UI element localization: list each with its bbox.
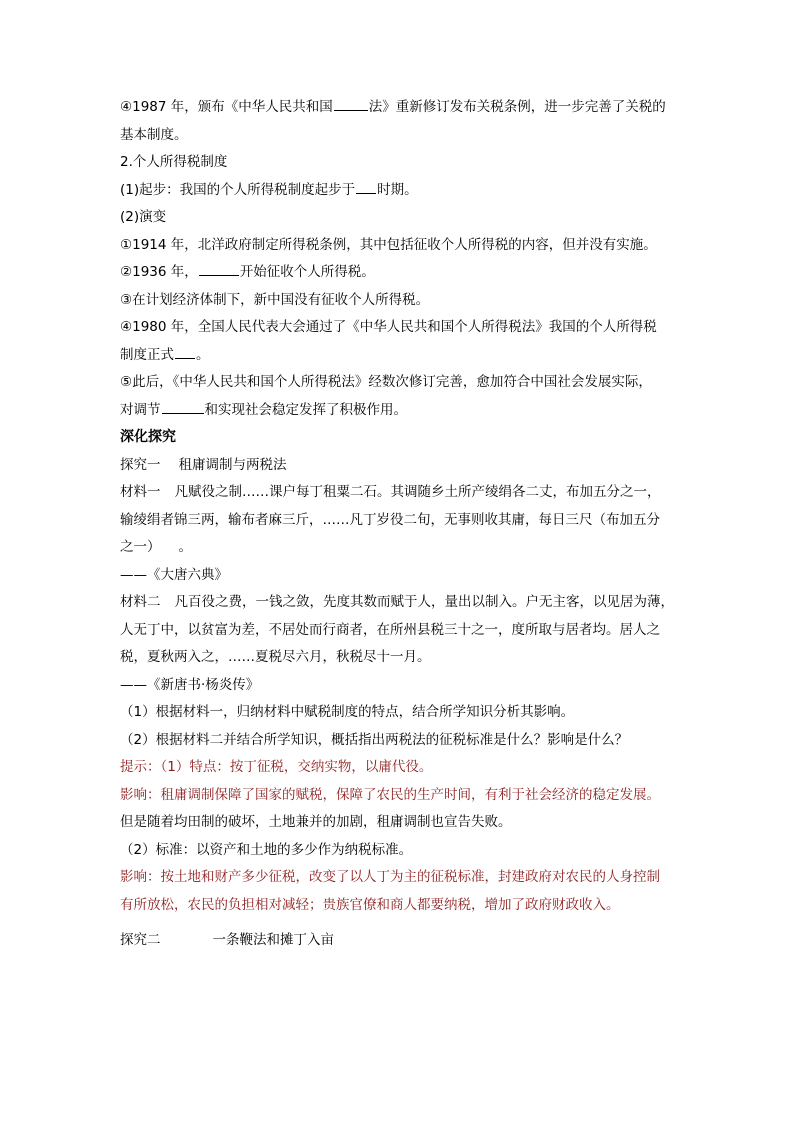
text-line: 制度正式 。 — [120, 346, 210, 363]
document-page — [120, 94, 680, 955]
text-line: ④1987 年，颁布《中华人民共和国 法》重新修订发布关税条例，进一步完善了关税的 — [120, 99, 666, 115]
text-line: ④1980 年，全国人民代表大会通过了《中华人民共和国个人所得税法》我国的个人所得税 — [120, 319, 657, 335]
text-line: 基本制度。 — [120, 126, 188, 143]
answer-text: 影响：租庸调制保障了国家的赋税，保障了农民的生产时间，有利于社会经济的稳定发展。 — [120, 786, 660, 803]
answer-text: 影响：按土地和财产多少征税，改变了以人丁为主的征税标准，封建政府对农民的人身控制 — [120, 869, 660, 885]
text-line: 对调节 和实现社会稳定发挥了积极作用。 — [120, 401, 407, 418]
text-line: ②1936 年， 开始征收个人所得税。 — [120, 264, 375, 280]
source-citation: ——《新唐书·杨炎传》 — [120, 676, 260, 693]
answer-hint: 提示：（1）特点：按丁征税，交纳实物，以庸代役。 — [120, 759, 433, 775]
text-line: （2）标准：以资产和土地的多少作为纳税标准。 — [120, 841, 413, 858]
fill-blank — [175, 345, 195, 359]
text-line: 探究二 一条鞭法和摊丁入亩 — [120, 932, 334, 948]
text-line: 人无丁中，以贫富为差，不居处而行商者，在所州县税三十之一，度所取与居者均。居人之 — [120, 621, 660, 638]
text-line: 材料二 凡百役之费，一钱之敛，先度其数而赋于人，量出以制入。户无主客，以见居为薄， — [120, 594, 674, 610]
fill-blank — [162, 400, 204, 414]
fill-blank — [199, 262, 239, 276]
section-heading: 2.个人所得税制度 — [120, 154, 228, 170]
text-line: 之一） 。 — [120, 539, 192, 555]
section-title: 深化探究 — [120, 429, 176, 445]
text-line: 税，夏秋两入之，……夏税尽六月，秋税尽十一月。 — [120, 649, 431, 665]
answer-text: 有所放松，农民的负担相对减轻；贵族官僚和商人都要纳税，增加了政府财政收入。 — [120, 896, 620, 913]
text-line: (1)起步：我国的个人所得税制度起步于 时期。 — [120, 181, 418, 198]
fill-blank — [356, 180, 376, 194]
text-line: 但是随着均田制的破坏，土地兼并的加剧，租庸调制也宣告失败。 — [120, 814, 512, 830]
question-2: （2）根据材料二并结合所学知识，概括指出两税法的征税标准是什么？影响是什么？ — [120, 731, 629, 748]
question-1: （1）根据材料一，归纳材料中赋税制度的特点，结合所学知识分析其影响。 — [120, 704, 575, 720]
text-line: 探究一 租庸调制与两税法 — [120, 456, 287, 473]
text-line: 材料一 凡赋役之制……课户每丁租粟二石。其调随乡土所产绫绢各二丈，布加五分之一， — [120, 484, 661, 500]
source-citation: ——《大唐六典》 — [120, 566, 228, 583]
text-line: (2)演变 — [120, 209, 167, 225]
fill-blank — [334, 97, 368, 111]
text-line: ③在计划经济体制下，新中国没有征收个人所得税。 — [120, 291, 430, 308]
text-line: ①1914 年，北洋政府制定所得税条例，其中包括征收个人所得税的内容，但并没有实施。 — [120, 236, 657, 253]
text-line: ⑤此后，《中华人民共和国个人所得税法》经数次修订完善，愈加符合中国社会发展实际， — [120, 374, 652, 390]
text-line: 输绫绢者锦三两，输布者麻三斤，……凡丁岁役二旬，无事则收其庸，每日三尺（布加五分 — [120, 511, 660, 528]
